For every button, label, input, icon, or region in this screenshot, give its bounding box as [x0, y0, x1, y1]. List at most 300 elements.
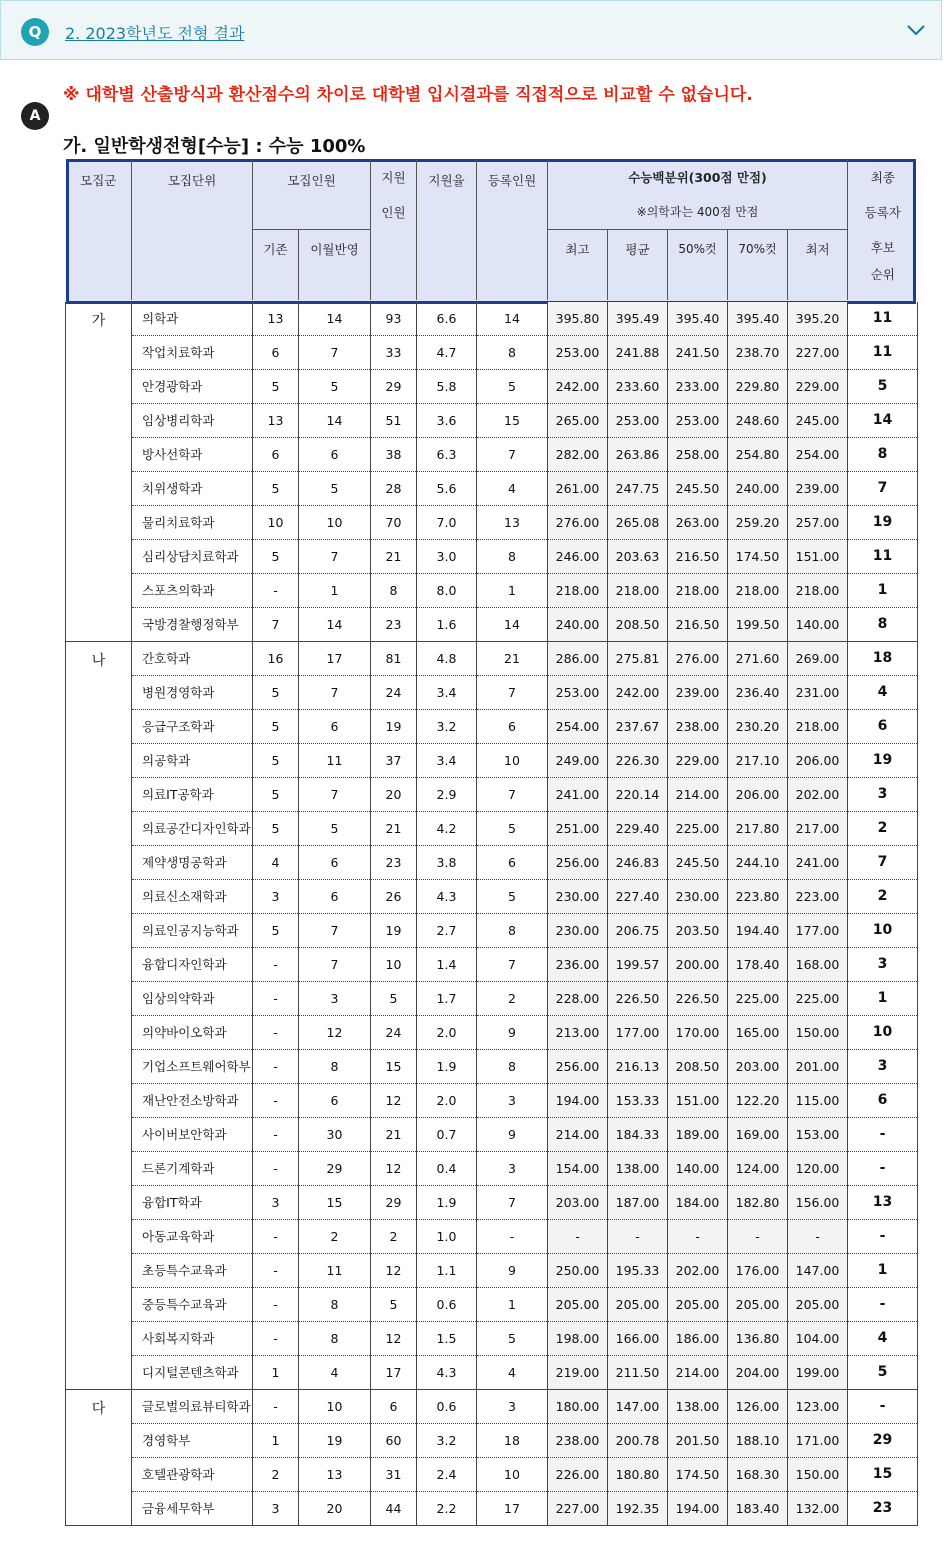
ratio-cell: 3.2: [417, 709, 477, 743]
quota-carry-cell: 12: [299, 1015, 371, 1049]
applicants-cell: 33: [371, 335, 417, 369]
ratio-cell: 1.1: [417, 1253, 477, 1287]
header-rank-4: 순위: [848, 265, 918, 300]
ratio-cell: 6.6: [417, 302, 477, 336]
rank-cell: 5: [848, 1355, 918, 1389]
pct-70-cell: 271.60: [728, 641, 788, 675]
pct-avg-cell: 233.60: [608, 369, 668, 403]
pct-70-cell: 126.00: [728, 1389, 788, 1423]
ratio-cell: 1.9: [417, 1049, 477, 1083]
enrolled-cell: 10: [477, 743, 548, 777]
pct-avg-cell: 226.30: [608, 743, 668, 777]
applicants-cell: 5: [371, 1287, 417, 1321]
applicants-cell: 37: [371, 743, 417, 777]
pct-max-cell: 254.00: [548, 709, 608, 743]
unit-cell: 사회복지학과: [132, 1321, 253, 1355]
enrolled-cell: 4: [477, 471, 548, 505]
applicants-cell: 60: [371, 1423, 417, 1457]
enrolled-cell: 8: [477, 913, 548, 947]
pct-min-cell: 202.00: [788, 777, 848, 811]
quota-carry-cell: 5: [299, 811, 371, 845]
rank-cell: 3: [848, 947, 918, 981]
pct-avg-cell: 242.00: [608, 675, 668, 709]
quota-carry-cell: 13: [299, 1457, 371, 1491]
quota-carry-cell: 6: [299, 1083, 371, 1117]
pct-50-cell: 395.40: [668, 302, 728, 336]
pct-min-cell: 223.00: [788, 879, 848, 913]
pct-min-cell: 156.00: [788, 1185, 848, 1219]
table-row: [66, 1423, 918, 1457]
pct-max-cell: 230.00: [548, 913, 608, 947]
enrolled-cell: 6: [477, 709, 548, 743]
enrolled-cell: 8: [477, 539, 548, 573]
quota-carry-cell: 6: [299, 879, 371, 913]
enrolled-cell: 9: [477, 1015, 548, 1049]
ratio-cell: 0.7: [417, 1117, 477, 1151]
ratio-cell: 3.8: [417, 845, 477, 879]
applicants-cell: 24: [371, 675, 417, 709]
pct-50-cell: 189.00: [668, 1117, 728, 1151]
enrolled-cell: 3: [477, 1083, 548, 1117]
applicants-cell: 15: [371, 1049, 417, 1083]
quota-base-cell: 5: [253, 539, 299, 573]
quota-carry-cell: 7: [299, 947, 371, 981]
applicants-cell: 8: [371, 573, 417, 607]
pct-70-cell: 169.00: [728, 1117, 788, 1151]
pct-70-cell: 248.60: [728, 403, 788, 437]
quota-base-cell: 5: [253, 369, 299, 403]
quota-base-cell: 3: [253, 879, 299, 913]
applicants-cell: 2: [371, 1219, 417, 1253]
header-ratio: 지원율: [417, 159, 477, 300]
pct-max-cell: 236.00: [548, 947, 608, 981]
group-label: 가: [66, 302, 132, 642]
group-label: 다: [66, 1389, 132, 1525]
unit-cell: 의학과: [132, 302, 253, 336]
enrolled-cell: 3: [477, 1389, 548, 1423]
pct-50-cell: 245.50: [668, 845, 728, 879]
pct-min-cell: 229.00: [788, 369, 848, 403]
rank-cell: 5: [848, 369, 918, 403]
applicants-cell: 31: [371, 1457, 417, 1491]
pct-max-cell: 256.00: [548, 1049, 608, 1083]
ratio-cell: 4.2: [417, 811, 477, 845]
applicants-cell: 81: [371, 641, 417, 675]
rank-cell: 2: [848, 811, 918, 845]
unit-cell: 디지털콘텐츠학과: [132, 1355, 253, 1389]
pct-min-cell: 199.00: [788, 1355, 848, 1389]
table-row: [66, 981, 918, 1015]
quota-carry-cell: 7: [299, 539, 371, 573]
rank-cell: -: [848, 1287, 918, 1321]
enrolled-cell: 14: [477, 607, 548, 641]
pct-avg-cell: 180.80: [608, 1457, 668, 1491]
quota-carry-cell: 10: [299, 1389, 371, 1423]
pct-avg-cell: 241.88: [608, 335, 668, 369]
pct-max-cell: 276.00: [548, 505, 608, 539]
quota-carry-cell: 7: [299, 913, 371, 947]
pct-min-cell: 245.00: [788, 403, 848, 437]
question-bar[interactable]: [0, 0, 942, 60]
quota-base-cell: -: [253, 1253, 299, 1287]
pct-70-cell: 122.20: [728, 1083, 788, 1117]
applicants-cell: 38: [371, 437, 417, 471]
pct-70-cell: 217.80: [728, 811, 788, 845]
section-title: 가. 일반학생전형[수능] : 수능 100%: [63, 136, 366, 157]
pct-50-cell: 233.00: [668, 369, 728, 403]
pct-min-cell: 177.00: [788, 913, 848, 947]
table-row: [66, 1185, 918, 1219]
quota-carry-cell: 8: [299, 1049, 371, 1083]
enrolled-cell: 7: [477, 777, 548, 811]
pct-50-cell: 216.50: [668, 607, 728, 641]
applicants-cell: 70: [371, 505, 417, 539]
pct-max-cell: 249.00: [548, 743, 608, 777]
ratio-cell: 2.2: [417, 1491, 477, 1525]
enrolled-cell: 17: [477, 1491, 548, 1525]
pct-50-cell: 218.00: [668, 573, 728, 607]
quota-carry-cell: 4: [299, 1355, 371, 1389]
pct-50-cell: 214.00: [668, 1355, 728, 1389]
enrolled-cell: 5: [477, 369, 548, 403]
table-row: [66, 335, 918, 369]
rank-cell: 6: [848, 1083, 918, 1117]
pct-50-cell: 170.00: [668, 1015, 728, 1049]
pct-avg-cell: 275.81: [608, 641, 668, 675]
rank-cell: 14: [848, 403, 918, 437]
pct-max-cell: 251.00: [548, 811, 608, 845]
unit-cell: 글로벌의료뷰티학과: [132, 1389, 253, 1423]
rank-cell: 7: [848, 845, 918, 879]
unit-cell: 방사선학과: [132, 437, 253, 471]
pct-50-cell: 201.50: [668, 1423, 728, 1457]
quota-carry-cell: 6: [299, 845, 371, 879]
pct-avg-cell: 192.35: [608, 1491, 668, 1525]
pct-max-cell: 228.00: [548, 981, 608, 1015]
pct-70-cell: 168.30: [728, 1457, 788, 1491]
quota-base-cell: 5: [253, 743, 299, 777]
header-pct-note: ※의학과는 400점 만점: [548, 194, 848, 230]
quota-base-cell: 5: [253, 913, 299, 947]
rank-cell: 13: [848, 1185, 918, 1219]
applicants-cell: 28: [371, 471, 417, 505]
ratio-cell: 2.0: [417, 1083, 477, 1117]
pct-min-cell: 395.20: [788, 302, 848, 336]
pct-70-cell: 259.20: [728, 505, 788, 539]
table-row: [66, 879, 918, 913]
pct-50-cell: 258.00: [668, 437, 728, 471]
pct-avg-cell: 199.57: [608, 947, 668, 981]
pct-70-cell: 188.10: [728, 1423, 788, 1457]
pct-min-cell: 206.00: [788, 743, 848, 777]
enrolled-cell: 3: [477, 1151, 548, 1185]
pct-min-cell: 120.00: [788, 1151, 848, 1185]
unit-cell: 사이버보안학과: [132, 1117, 253, 1151]
ratio-cell: 2.0: [417, 1015, 477, 1049]
rank-cell: 11: [848, 302, 918, 336]
pct-max-cell: 198.00: [548, 1321, 608, 1355]
pct-max-cell: 219.00: [548, 1355, 608, 1389]
quota-carry-cell: 1: [299, 573, 371, 607]
group-label: 나: [66, 641, 132, 1389]
pct-max-cell: 240.00: [548, 607, 608, 641]
applicants-cell: 23: [371, 607, 417, 641]
pct-70-cell: 395.40: [728, 302, 788, 336]
pct-avg-cell: 226.50: [608, 981, 668, 1015]
header-pct-title: 수능백분위(300점 만점): [548, 159, 848, 194]
pct-max-cell: 205.00: [548, 1287, 608, 1321]
pct-70-cell: 124.00: [728, 1151, 788, 1185]
question-title-link[interactable]: 2. 2023학년도 전형 결과: [65, 24, 245, 43]
quota-carry-cell: 7: [299, 335, 371, 369]
pct-avg-cell: 206.75: [608, 913, 668, 947]
table-row: [66, 845, 918, 879]
pct-avg-cell: 187.00: [608, 1185, 668, 1219]
enrolled-cell: 15: [477, 403, 548, 437]
rank-cell: 1: [848, 981, 918, 1015]
enrolled-cell: 2: [477, 981, 548, 1015]
unit-cell: 제약생명공학과: [132, 845, 253, 879]
quota-base-cell: 7: [253, 607, 299, 641]
quota-base-cell: -: [253, 1287, 299, 1321]
rank-cell: 7: [848, 471, 918, 505]
enrolled-cell: 5: [477, 1321, 548, 1355]
quota-base-cell: 10: [253, 505, 299, 539]
rank-cell: 1: [848, 1253, 918, 1287]
quota-carry-cell: 8: [299, 1287, 371, 1321]
ratio-cell: 1.4: [417, 947, 477, 981]
pct-70-cell: 225.00: [728, 981, 788, 1015]
quota-base-cell: 4: [253, 845, 299, 879]
applicants-cell: 6: [371, 1389, 417, 1423]
enrolled-cell: -: [477, 1219, 548, 1253]
applicants-cell: 19: [371, 913, 417, 947]
pct-70-cell: 136.80: [728, 1321, 788, 1355]
quota-carry-cell: 5: [299, 369, 371, 403]
pct-min-cell: 231.00: [788, 675, 848, 709]
unit-cell: 아동교육학과: [132, 1219, 253, 1253]
quota-base-cell: 2: [253, 1457, 299, 1491]
pct-avg-cell: 205.00: [608, 1287, 668, 1321]
ratio-cell: 6.3: [417, 437, 477, 471]
question-badge: Q: [21, 18, 49, 46]
applicants-cell: 29: [371, 369, 417, 403]
table-row: [66, 437, 918, 471]
pct-avg-cell: 166.00: [608, 1321, 668, 1355]
enrolled-cell: 5: [477, 879, 548, 913]
pct-50-cell: 200.00: [668, 947, 728, 981]
header-row-1: [66, 159, 918, 194]
applicants-cell: 21: [371, 539, 417, 573]
pct-max-cell: 286.00: [548, 641, 608, 675]
quota-base-cell: -: [253, 1389, 299, 1423]
pct-50-cell: 239.00: [668, 675, 728, 709]
quota-base-cell: 1: [253, 1355, 299, 1389]
quota-carry-cell: 10: [299, 505, 371, 539]
pct-70-cell: 230.20: [728, 709, 788, 743]
table-row: [66, 1015, 918, 1049]
pct-min-cell: 269.00: [788, 641, 848, 675]
pct-min-cell: 227.00: [788, 335, 848, 369]
unit-cell: 치위생학과: [132, 471, 253, 505]
rank-cell: 6: [848, 709, 918, 743]
pct-avg-cell: 227.40: [608, 879, 668, 913]
table-row: [66, 811, 918, 845]
table-row: [66, 1049, 918, 1083]
pct-50-cell: 229.00: [668, 743, 728, 777]
quota-carry-cell: 14: [299, 403, 371, 437]
pct-avg-cell: 195.33: [608, 1253, 668, 1287]
rank-cell: 11: [848, 335, 918, 369]
applicants-cell: 12: [371, 1083, 417, 1117]
enrolled-cell: 1: [477, 573, 548, 607]
pct-50-cell: 186.00: [668, 1321, 728, 1355]
pct-max-cell: 246.00: [548, 539, 608, 573]
header-applicants-2: 인원: [371, 194, 417, 230]
unit-cell: 의료공간디자인학과: [132, 811, 253, 845]
quota-carry-cell: 15: [299, 1185, 371, 1219]
quota-carry-cell: 5: [299, 471, 371, 505]
header-rank-1: 최종: [848, 159, 918, 194]
unit-cell: 호텔관광학과: [132, 1457, 253, 1491]
applicants-cell: 12: [371, 1151, 417, 1185]
rank-cell: 2: [848, 879, 918, 913]
unit-cell: 응급구조학과: [132, 709, 253, 743]
pct-70-cell: 236.40: [728, 675, 788, 709]
pct-50-cell: 263.00: [668, 505, 728, 539]
header-pct-max: 최고: [548, 230, 608, 300]
pct-avg-cell: 203.63: [608, 539, 668, 573]
ratio-cell: 3.6: [417, 403, 477, 437]
pct-avg-cell: 153.33: [608, 1083, 668, 1117]
quota-base-cell: 1: [253, 1423, 299, 1457]
results-table: [65, 159, 918, 1526]
ratio-cell: 0.6: [417, 1389, 477, 1423]
quota-carry-cell: 29: [299, 1151, 371, 1185]
header-pct-70: 70%컷: [728, 230, 788, 300]
ratio-cell: 1.5: [417, 1321, 477, 1355]
enrolled-cell: 8: [477, 1049, 548, 1083]
rank-cell: 8: [848, 607, 918, 641]
pct-50-cell: 241.50: [668, 335, 728, 369]
pct-avg-cell: 184.33: [608, 1117, 668, 1151]
enrolled-cell: 10: [477, 1457, 548, 1491]
ratio-cell: 1.6: [417, 607, 477, 641]
pct-70-cell: -: [728, 1219, 788, 1253]
ratio-cell: 2.7: [417, 913, 477, 947]
applicants-cell: 21: [371, 1117, 417, 1151]
unit-cell: 임상병리학과: [132, 403, 253, 437]
pct-avg-cell: 200.78: [608, 1423, 668, 1457]
pct-70-cell: 178.40: [728, 947, 788, 981]
pct-max-cell: 226.00: [548, 1457, 608, 1491]
quota-base-cell: 5: [253, 471, 299, 505]
quota-carry-cell: 11: [299, 1253, 371, 1287]
ratio-cell: 8.0: [417, 573, 477, 607]
pct-70-cell: 223.80: [728, 879, 788, 913]
pct-70-cell: 205.00: [728, 1287, 788, 1321]
quota-base-cell: -: [253, 1083, 299, 1117]
table-row: [66, 302, 918, 336]
pct-50-cell: -: [668, 1219, 728, 1253]
quota-carry-cell: 3: [299, 981, 371, 1015]
unit-cell: 병원경영학과: [132, 675, 253, 709]
quota-base-cell: 5: [253, 777, 299, 811]
table-row: [66, 675, 918, 709]
ratio-cell: 5.8: [417, 369, 477, 403]
rank-cell: 1: [848, 573, 918, 607]
applicants-cell: 19: [371, 709, 417, 743]
pct-min-cell: 257.00: [788, 505, 848, 539]
pct-min-cell: 217.00: [788, 811, 848, 845]
unit-cell: 의료인공지능학과: [132, 913, 253, 947]
answer-badge: A: [21, 102, 49, 130]
quota-carry-cell: 11: [299, 743, 371, 777]
rank-cell: 19: [848, 505, 918, 539]
unit-cell: 의료신소재학과: [132, 879, 253, 913]
table-row: [66, 573, 918, 607]
notice-text: ※ 대학별 산출방식과 환산점수의 차이로 대학별 입시결과를 직접적으로 비교할 수 없습니다.: [63, 85, 753, 105]
pct-70-cell: 254.80: [728, 437, 788, 471]
header-unit: 모집단위: [132, 159, 253, 300]
pct-70-cell: 229.80: [728, 369, 788, 403]
unit-cell: 안경광학과: [132, 369, 253, 403]
pct-70-cell: 218.00: [728, 573, 788, 607]
pct-min-cell: 153.00: [788, 1117, 848, 1151]
pct-max-cell: 180.00: [548, 1389, 608, 1423]
pct-50-cell: 140.00: [668, 1151, 728, 1185]
pct-min-cell: 147.00: [788, 1253, 848, 1287]
pct-avg-cell: 395.49: [608, 302, 668, 336]
unit-cell: 국방경찰행정학부: [132, 607, 253, 641]
applicants-cell: 21: [371, 811, 417, 845]
enrolled-cell: 1: [477, 1287, 548, 1321]
pct-50-cell: 253.00: [668, 403, 728, 437]
rank-cell: 4: [848, 675, 918, 709]
pct-70-cell: 206.00: [728, 777, 788, 811]
quota-base-cell: 16: [253, 641, 299, 675]
rank-cell: 8: [848, 437, 918, 471]
table-row: [66, 539, 918, 573]
pct-50-cell: 225.00: [668, 811, 728, 845]
pct-avg-cell: 177.00: [608, 1015, 668, 1049]
pct-avg-cell: 211.50: [608, 1355, 668, 1389]
table-row: [66, 1287, 918, 1321]
rank-cell: 15: [848, 1457, 918, 1491]
quota-base-cell: 13: [253, 403, 299, 437]
table-row: [66, 743, 918, 777]
quota-base-cell: 5: [253, 811, 299, 845]
enrolled-cell: 9: [477, 1117, 548, 1151]
table-row: [66, 471, 918, 505]
pct-avg-cell: 237.67: [608, 709, 668, 743]
rank-cell: 10: [848, 1015, 918, 1049]
applicants-cell: 12: [371, 1253, 417, 1287]
quota-carry-cell: 8: [299, 1321, 371, 1355]
pct-70-cell: 217.10: [728, 743, 788, 777]
table-row: [66, 641, 918, 675]
applicants-cell: 93: [371, 302, 417, 336]
quota-base-cell: -: [253, 1151, 299, 1185]
quota-base-cell: 13: [253, 302, 299, 336]
chevron-down-icon[interactable]: [905, 21, 927, 39]
applicants-cell: 29: [371, 1185, 417, 1219]
pct-max-cell: 261.00: [548, 471, 608, 505]
pct-min-cell: 123.00: [788, 1389, 848, 1423]
table-row: [66, 1389, 918, 1423]
quota-carry-cell: 20: [299, 1491, 371, 1525]
quota-base-cell: 6: [253, 437, 299, 471]
